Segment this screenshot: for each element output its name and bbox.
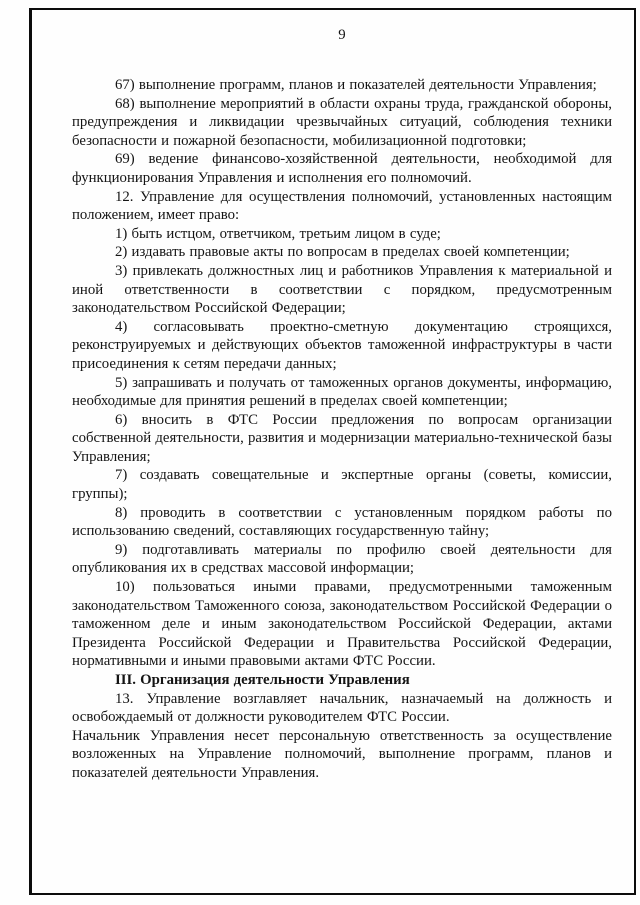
document-body [72,76,612,783]
paragraph: 3) привлекать должностных лиц и работников Управления к материальной и иной ответственности в соответствии с порядком, предусмотренным законодательством Российской Федерации; [72,262,612,317]
paragraph: 9) подготавливать материалы по профилю своей деятельности для опубликования их в средствах массовой информации; [72,541,612,577]
paragraph: Начальник Управления несет персональную ответственность за осуществление возложенных на Управление полномочий, выполнение программ, планов и показателей деятельности Управления. [72,727,612,781]
paragraph: 67) выполнение программ, планов и показателей деятельности Управления; [115,77,597,93]
paragraph: 12. Управление для осуществления полномочий, установленных настоящим положением, имеет право: [72,188,612,224]
paragraph: 8) проводить в соответствии с установленным порядком работы по использованию сведений, составляющих государственную тайну; [72,504,612,540]
paragraph: 1) быть истцом, ответчиком, третьим лицом в суде; [115,225,441,242]
section-heading: III. Организация деятельности Управления [115,672,410,688]
paragraph: 2) издавать правовые акты по вопросам в пределах своей компетенции; [115,244,570,261]
paragraph: 10) пользоваться иными правами, предусмотренными таможенным законодательством Таможенного союза, законодательством Российской Федерации о таможенном деле и иным законодательством Российской Федерации, актами Президента Российской Федерации и Правительства Российской Федерации, нормативными и иными правовыми актами ФТС России. [72,579,612,670]
paragraph: 13. Управление возглавляет начальник, назначаемый на должность и освобождаемый от должности руководителем ФТС России. [72,690,612,726]
paragraph: 6) вносить в ФТС России предложения по вопросам организации собственной деятельности, развития и модернизации материально-технической базы Управления; [72,411,612,465]
paragraph: 68) выполнение мероприятий в области охраны труда, гражданской обороны, предупреждения и ликвидации чрезвычайных ситуаций, соблюдения техники безопасности и пожарной безопасности, мобилизационной подготовки; [72,95,612,149]
paragraph: 4) согласовывать проектно-сметную документацию строящихся, реконструируемых и действующих объектов таможенной инфраструктуры в части присоединения к сетям передачи данных; [72,318,612,372]
document-content [72,26,612,783]
page-number: 9 [338,27,346,43]
paragraph: 5) запрашивать и получать от таможенных органов документы, информацию, необходимые для принятия решений в пределах своей компетенции; [72,374,612,410]
paragraph: 7) создавать совещательные и экспертные органы (советы, комиссии, группы); [72,467,612,503]
paragraph: 69) ведение финансово-хозяйственной деятельности, необходимой для функционирования Управления и исполнения его полномочий. [72,151,612,186]
